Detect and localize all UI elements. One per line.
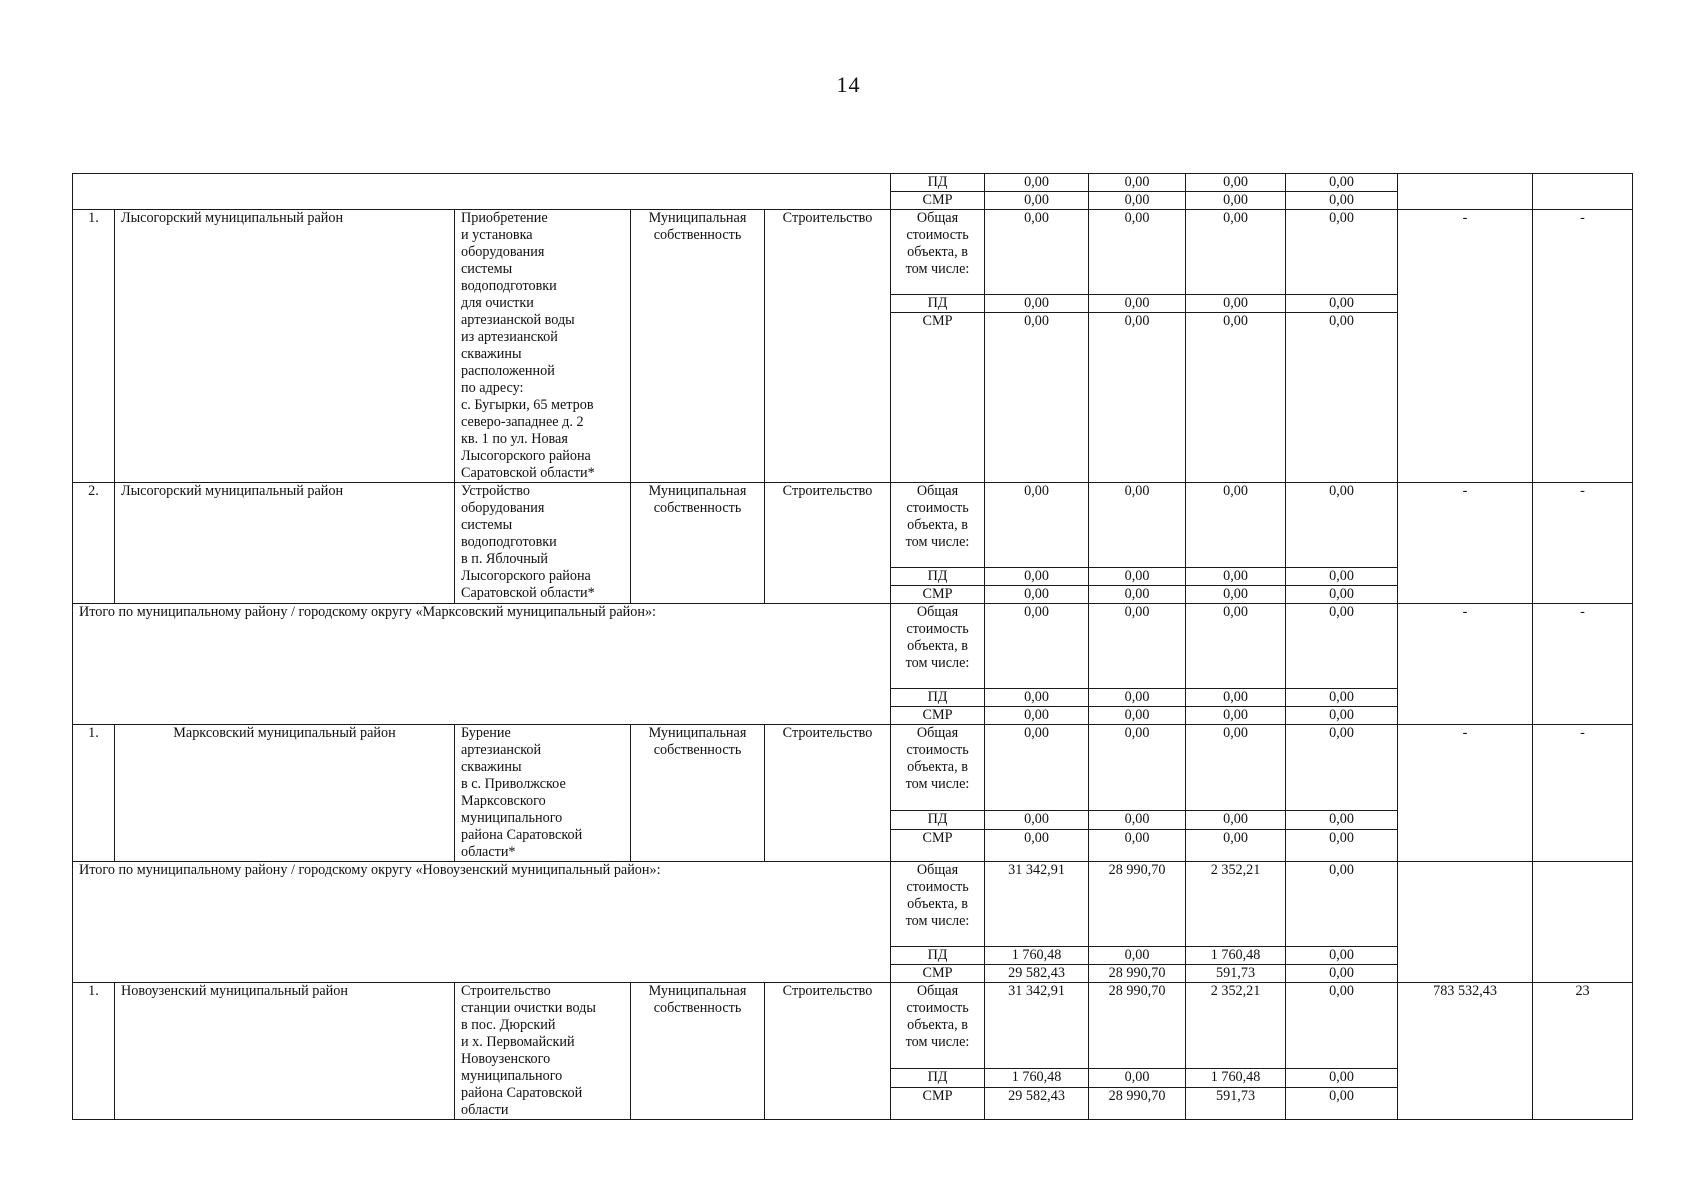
- cost-type-pd: ПД: [891, 689, 985, 707]
- value-cell: 0,00: [1286, 483, 1398, 568]
- extra-value-b: -: [1533, 210, 1633, 483]
- value-cell: 0,00: [1286, 568, 1398, 586]
- page-number: 14: [836, 72, 861, 97]
- value-cell: 0,00: [1089, 707, 1186, 725]
- row-number: 1.: [73, 210, 115, 483]
- cost-type-pd: ПД: [891, 1069, 985, 1087]
- value-cell: 0,00: [1089, 174, 1186, 192]
- value-cell: 0,00: [1186, 483, 1286, 568]
- value-cell: 0,00: [1186, 313, 1286, 483]
- value-cell: 1 760,48: [1186, 1069, 1286, 1087]
- ownership: Муниципальная собственность: [631, 483, 765, 604]
- value-cell: 1 760,48: [985, 1069, 1089, 1087]
- table-row: [73, 174, 1633, 192]
- value-cell: 0,00: [1286, 862, 1398, 947]
- value-cell: 0,00: [1286, 1069, 1398, 1087]
- value-cell: 2 352,21: [1186, 862, 1286, 947]
- table-row: [73, 983, 1633, 1069]
- value-cell: 0,00: [985, 568, 1089, 586]
- value-cell: 0,00: [1089, 192, 1186, 210]
- value-cell: 2 352,21: [1186, 983, 1286, 1069]
- value-cell: 0,00: [1186, 604, 1286, 689]
- ownership: Муниципальная собственность: [631, 725, 765, 862]
- value-cell: 0,00: [985, 689, 1089, 707]
- subtotal-label: Итого по муниципальному району / городскому округу «Марксовский муниципальный район»:: [73, 604, 891, 725]
- value-cell: 29 582,43: [985, 1087, 1089, 1119]
- value-cell: 0,00: [985, 192, 1089, 210]
- extra-value-b: 23: [1533, 983, 1633, 1120]
- value-cell: 0,00: [1089, 811, 1186, 829]
- extra-value-b: -: [1533, 483, 1633, 604]
- value-cell: 1 760,48: [1186, 947, 1286, 965]
- table-row: [73, 210, 1633, 295]
- district-name: Марксовский муниципальный район: [115, 725, 455, 862]
- value-cell: 0,00: [1186, 568, 1286, 586]
- value-cell: 0,00: [985, 483, 1089, 568]
- extra-value-a: -: [1398, 725, 1533, 862]
- value-cell: 0,00: [1186, 586, 1286, 604]
- extra-value-b: -: [1533, 604, 1633, 725]
- value-cell: 0,00: [1089, 313, 1186, 483]
- district-name: Лысогорский муниципальный район: [115, 210, 455, 483]
- value-cell: 0,00: [1089, 568, 1186, 586]
- value-cell: 0,00: [1286, 983, 1398, 1069]
- value-cell: 0,00: [985, 725, 1089, 811]
- row-number: 2.: [73, 483, 115, 604]
- object-name: Устройство оборудования системы водоподготовки в п. Яблочный Лысогорского района Саратовской области*: [455, 483, 631, 604]
- cost-type-pd: ПД: [891, 174, 985, 192]
- value-cell: 0,00: [985, 707, 1089, 725]
- district-name: Новоузенский муниципальный район: [115, 983, 455, 1120]
- value-cell: 0,00: [1089, 604, 1186, 689]
- value-cell: 1 760,48: [985, 947, 1089, 965]
- empty-cell: [1533, 862, 1633, 983]
- value-cell: 0,00: [1286, 725, 1398, 811]
- extra-value-a: -: [1398, 604, 1533, 725]
- value-cell: 591,73: [1186, 1087, 1286, 1119]
- cost-type-smr: СМР: [891, 586, 985, 604]
- empty-cell: [1398, 862, 1533, 983]
- value-cell: 0,00: [1286, 1087, 1398, 1119]
- table-row: [73, 604, 1633, 689]
- value-cell: 0,00: [985, 829, 1089, 861]
- value-cell: 0,00: [1286, 313, 1398, 483]
- work-type: Строительство: [765, 210, 891, 483]
- row-number: 1.: [73, 725, 115, 862]
- work-type: Строительство: [765, 725, 891, 862]
- cost-type-pd: ПД: [891, 811, 985, 829]
- value-cell: 31 342,91: [985, 983, 1089, 1069]
- value-cell: 0,00: [1286, 829, 1398, 861]
- value-cell: 0,00: [1286, 192, 1398, 210]
- value-cell: 0,00: [1286, 604, 1398, 689]
- cost-type-total: Общая стоимость объекта, в том числе:: [891, 210, 985, 295]
- extra-value-a: -: [1398, 210, 1533, 483]
- value-cell: 0,00: [1089, 586, 1186, 604]
- value-cell: 0,00: [1286, 210, 1398, 295]
- value-cell: 0,00: [1089, 947, 1186, 965]
- value-cell: 0,00: [985, 295, 1089, 313]
- extra-value-a: 783 532,43: [1398, 983, 1533, 1120]
- value-cell: 0,00: [1286, 586, 1398, 604]
- value-cell: 0,00: [985, 174, 1089, 192]
- cost-type-smr: СМР: [891, 965, 985, 983]
- cost-type-total: Общая стоимость объекта, в том числе:: [891, 725, 985, 811]
- value-cell: 0,00: [985, 604, 1089, 689]
- value-cell: 0,00: [1286, 689, 1398, 707]
- object-name: Строительство станции очистки воды в пос. Дюрский и х. Первомайский Новоузенского муниципального района Саратовской области: [455, 983, 631, 1120]
- value-cell: 0,00: [1089, 210, 1186, 295]
- value-cell: 0,00: [1286, 811, 1398, 829]
- value-cell: 0,00: [1186, 829, 1286, 861]
- value-cell: 31 342,91: [985, 862, 1089, 947]
- row-number: 1.: [73, 983, 115, 1120]
- value-cell: 0,00: [1089, 725, 1186, 811]
- cost-type-smr: СМР: [891, 192, 985, 210]
- subtotal-label: Итого по муниципальному району / городскому округу «Новоузенский муниципальный район»:: [73, 862, 891, 983]
- value-cell: 28 990,70: [1089, 862, 1186, 947]
- value-cell: 0,00: [985, 586, 1089, 604]
- value-cell: 29 582,43: [985, 965, 1089, 983]
- table-row: [73, 862, 1633, 947]
- value-cell: 28 990,70: [1089, 1087, 1186, 1119]
- value-cell: 0,00: [1286, 947, 1398, 965]
- value-cell: 0,00: [985, 210, 1089, 295]
- ownership: Муниципальная собственность: [631, 210, 765, 483]
- value-cell: 0,00: [1089, 1069, 1186, 1087]
- table-row: [73, 725, 1633, 811]
- value-cell: 0,00: [1089, 295, 1186, 313]
- value-cell: 0,00: [1186, 210, 1286, 295]
- cost-type-pd: ПД: [891, 568, 985, 586]
- value-cell: 0,00: [1286, 965, 1398, 983]
- extra-value-b: -: [1533, 725, 1633, 862]
- cost-type-smr: СМР: [891, 829, 985, 861]
- value-cell: 0,00: [1089, 689, 1186, 707]
- value-cell: 28 990,70: [1089, 983, 1186, 1069]
- value-cell: 0,00: [1089, 483, 1186, 568]
- value-cell: 0,00: [1186, 295, 1286, 313]
- value-cell: 0,00: [985, 313, 1089, 483]
- cost-type-total: Общая стоимость объекта, в том числе:: [891, 862, 985, 947]
- ownership: Муниципальная собственность: [631, 983, 765, 1120]
- cost-type-total: Общая стоимость объекта, в том числе:: [891, 983, 985, 1069]
- continuation-cell: [73, 174, 891, 210]
- value-cell: 0,00: [1186, 725, 1286, 811]
- cost-type-total: Общая стоимость объекта, в том числе:: [891, 483, 985, 568]
- value-cell: 0,00: [985, 811, 1089, 829]
- table-row: [73, 483, 1633, 568]
- cost-type-pd: ПД: [891, 947, 985, 965]
- empty-cell: [1533, 174, 1633, 210]
- value-cell: 591,73: [1186, 965, 1286, 983]
- object-name: Приобретение и установка оборудования системы водоподготовки для очистки артезианской воды из артезианской скважины расположенной по адресу: с. Бугырки, 65 метров северо-западнее д. 2 кв. 1 по ул. Новая Лысогорского района Саратовской области*: [455, 210, 631, 483]
- cost-type-total: Общая стоимость объекта, в том числе:: [891, 604, 985, 689]
- value-cell: 28 990,70: [1089, 965, 1186, 983]
- value-cell: 0,00: [1286, 707, 1398, 725]
- cost-type-pd: ПД: [891, 295, 985, 313]
- empty-cell: [1398, 174, 1533, 210]
- work-type: Строительство: [765, 983, 891, 1120]
- object-name: Бурение артезианской скважины в с. Приволжское Марксовского муниципального района Саратовской области*: [455, 725, 631, 862]
- value-cell: 0,00: [1186, 707, 1286, 725]
- value-cell: 0,00: [1186, 689, 1286, 707]
- value-cell: 0,00: [1089, 829, 1186, 861]
- value-cell: 0,00: [1286, 174, 1398, 192]
- value-cell: 0,00: [1186, 811, 1286, 829]
- value-cell: 0,00: [1186, 174, 1286, 192]
- district-name: Лысогорский муниципальный район: [115, 483, 455, 604]
- value-cell: 0,00: [1286, 295, 1398, 313]
- cost-type-smr: СМР: [891, 707, 985, 725]
- value-cell: 0,00: [1186, 192, 1286, 210]
- work-type: Строительство: [765, 483, 891, 604]
- extra-value-a: -: [1398, 483, 1533, 604]
- program-table: [72, 173, 1633, 1120]
- cost-type-smr: СМР: [891, 313, 985, 483]
- cost-type-smr: СМР: [891, 1087, 985, 1119]
